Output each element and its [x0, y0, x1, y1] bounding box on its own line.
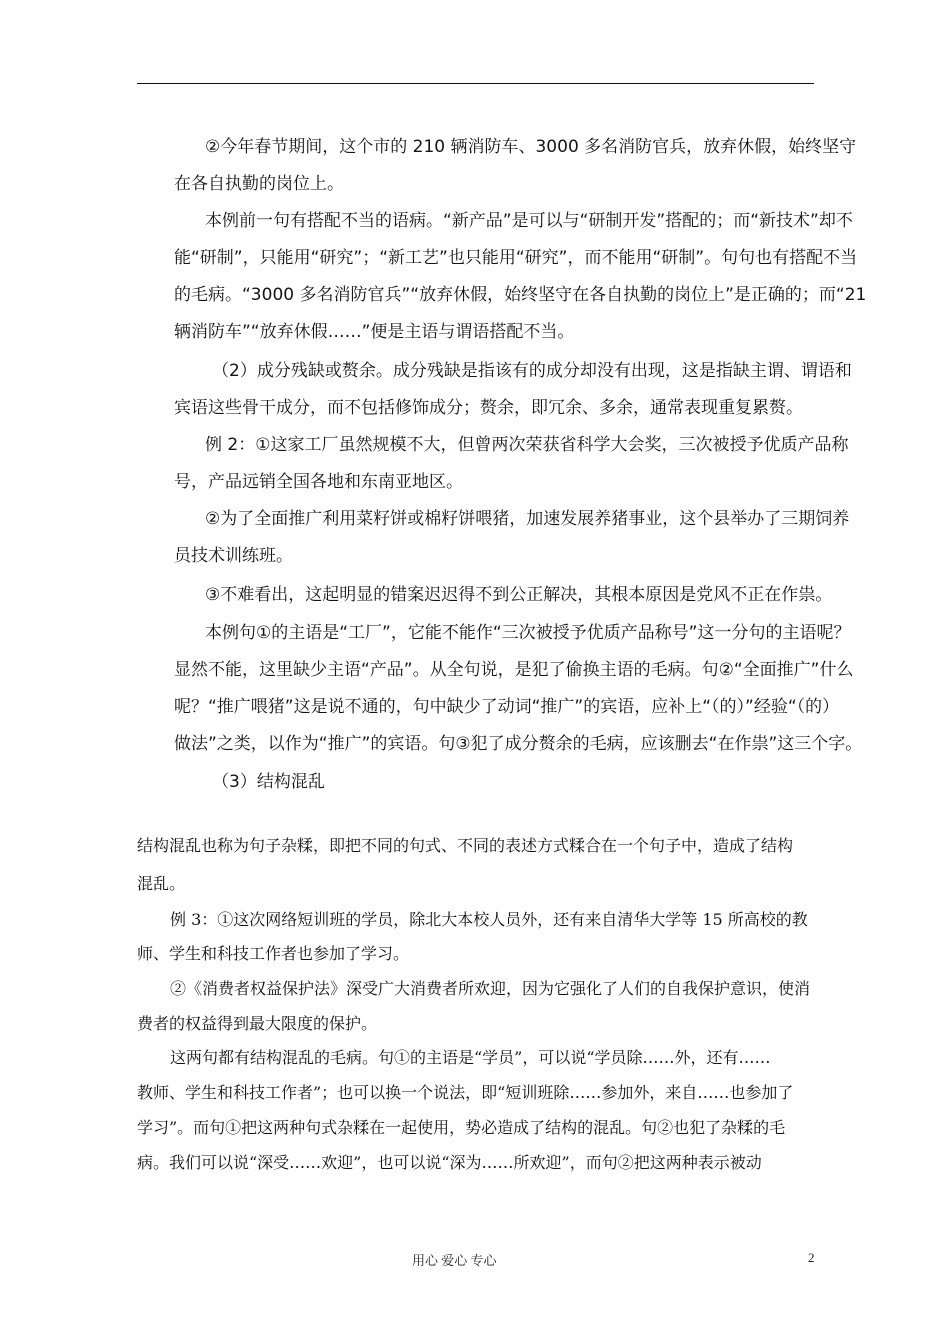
text-line: ②《消费者权益保护法》深受广大消费者所欢迎，因为它强化了人们的自我保护意识，使消 — [170, 979, 811, 998]
header-rule — [137, 83, 814, 84]
section-heading: （3）结构混乱 — [212, 772, 325, 792]
text-line: 本例句①的主语是“工厂”，它能不能作“三次被授予优质产品称号”这一分句的主语呢？ — [205, 623, 851, 643]
text-line: ②今年春节期间，这个市的 210 辆消防车、3000 多名消防官兵，放弃休假，始终坚守 — [205, 137, 857, 157]
text-line: ②为了全面推广利用菜籽饼或棉籽饼喂猪，加速发展养猪事业，这个县举办了三期饲养 — [205, 509, 850, 529]
text-line: 呢？“推广喂猪”这是说不通的，句中缺少了动词“推广”的宾语，应补上“（的）”经验“（的） — [174, 697, 840, 717]
text-line: 员技术训练班。 — [174, 546, 293, 566]
text-line: 显然不能，这里缺少主语“产品”。从全句说，是犯了偷换主语的毛病。句②“全面推广”什么 — [174, 660, 854, 680]
text-line: 这两句都有结构混乱的毛病。句①的主语是“学员”，可以说“学员除……外，还有…… — [170, 1048, 771, 1067]
text-line: 在各自执勤的岗位上。 — [174, 174, 344, 194]
text-line: 学习”。而句①把这两种句式杂糅在一起使用，势必造成了结构的混乱。句②也犯了杂糅的毛 — [137, 1118, 786, 1137]
text-line: 混乱。 — [137, 874, 186, 893]
text-line: 辆消防车”“放弃休假……”便是主语与谓语搭配不当。 — [174, 322, 575, 342]
text-line: 能“研制”，只能用“研究”；“新工艺”也只能用“研究”，而不能用“研制”。句句也有搭配不当 — [174, 248, 858, 268]
text-line: 师、学生和科技工作者也参加了学习。 — [137, 944, 410, 963]
text-line: 本例前一句有搭配不当的语病。“新产品”是可以与“研制开发”搭配的；而“新技术”却不 — [205, 211, 853, 231]
text-line: 教师、学生和科技工作者”；也可以换一个说法，即“短训班除……参加外，来自……也参加了 — [137, 1083, 794, 1102]
text-line: 结构混乱也称为句子杂糅，即把不同的句式、不同的表述方式糅合在一个句子中，造成了结构 — [137, 836, 794, 855]
text-line: 宾语这些骨干成分，而不包括修饰成分；赘余，即冗余、多余，通常表现重复累赘。 — [174, 398, 803, 418]
text-line: 病。我们可以说“深受……欢迎”，也可以说“深为……所欢迎”，而句②把这两种表示被动 — [137, 1153, 762, 1172]
text-line: （2）成分残缺或赘余。成分残缺是指该有的成分却没有出现，这是指缺主谓、谓语和 — [212, 361, 852, 381]
text-line: 号，产品远销全国各地和东南亚地区。 — [174, 472, 463, 492]
text-line: ③不难看出，这起明显的错案迟迟得不到公正解决，其根本原因是党风不正在作祟。 — [205, 585, 833, 605]
text-line: 的毛病。“3000 多名消防官兵”“放弃休假，始终坚守在各自执勤的岗位上”是正确的；而“21 — [174, 285, 867, 305]
text-line: 例 2：①这家工厂虽然规模不大，但曾两次荣获省科学大会奖，三次被授予优质产品称 — [205, 435, 849, 455]
text-line: 费者的权益得到最大限度的保护。 — [137, 1014, 378, 1033]
footer-motto: 用心 爱心 专心 — [412, 1253, 497, 1268]
text-line: 例 3：①这次网络短训班的学员，除北大本校人员外，还有来自清华大学等 15 所高校的教 — [170, 910, 808, 929]
page-number: 2 — [808, 1250, 815, 1265]
text-line: 做法”之类，以作为“推广”的宾语。句③犯了成分赘余的毛病，应该删去“在作祟”这三个字。 — [174, 734, 863, 754]
